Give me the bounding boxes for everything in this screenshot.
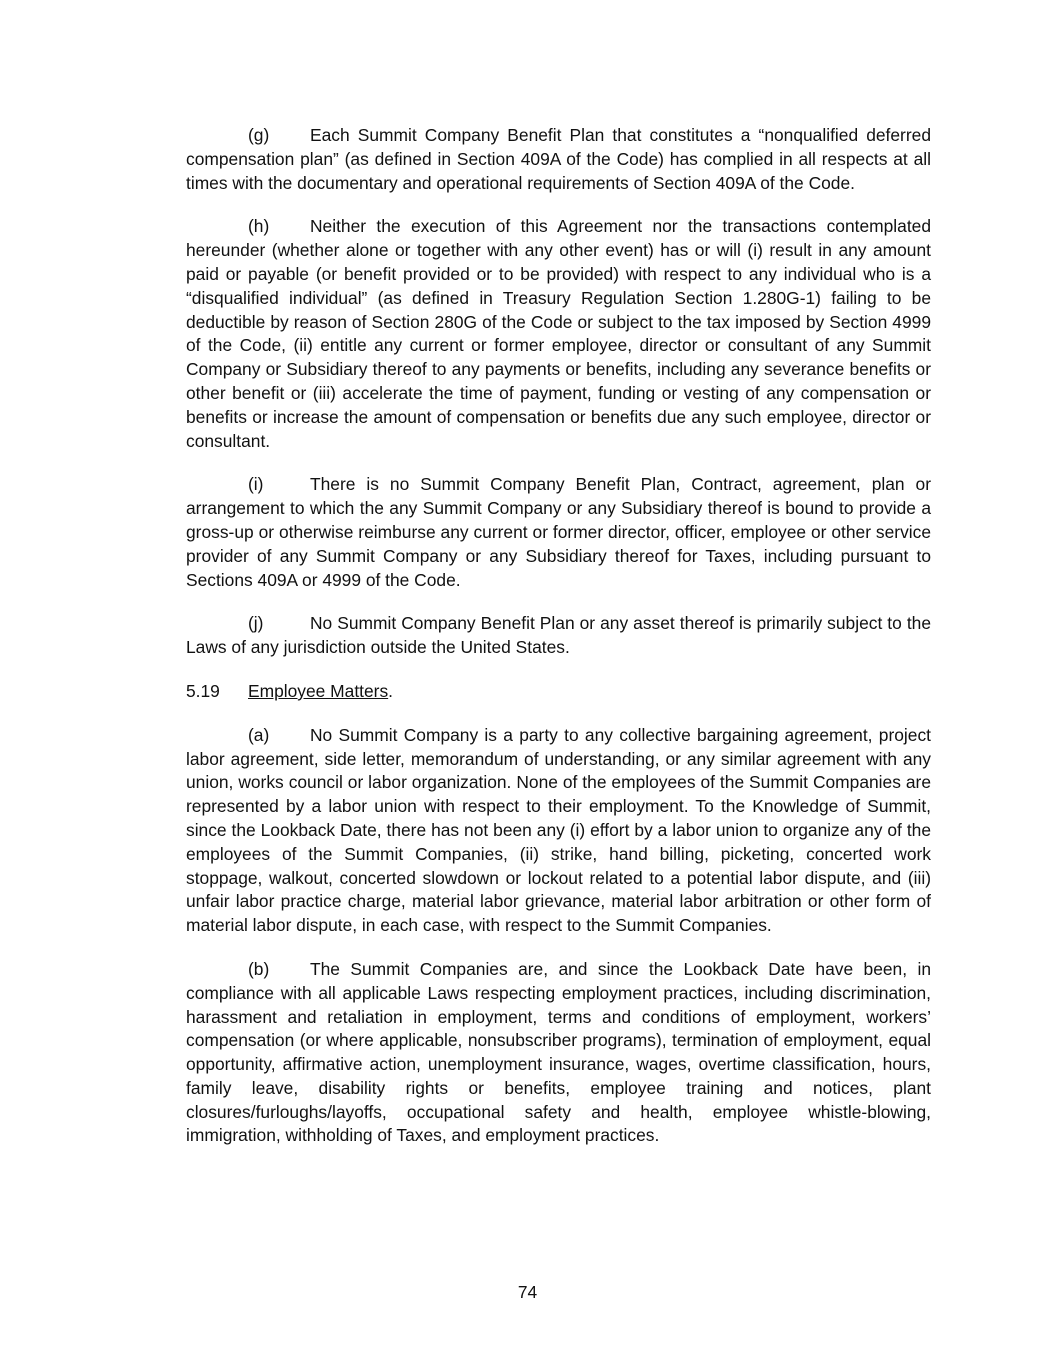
section-title-suffix: . [388, 680, 393, 701]
section-number: 5.19 [186, 680, 220, 701]
paragraph-label: (b) [248, 958, 270, 979]
paragraph-text: No Summit Company Benefit Plan or any asset thereof is primarily subject to the Laws of any jurisdiction outside the United States. [186, 613, 931, 658]
paragraph-a [186, 724, 931, 938]
paragraph-label: (g) [248, 125, 270, 145]
paragraph-text: There is no Summit Company Benefit Plan, Contract, agreement, plan or arrangement to which the any Summit Company or any Subsidiary thereof is bound to provide a gross-up or otherwise reimburse any current or former director, officer, employee or other service provider of any Summit Company or any Subsidiary thereof for Taxes, including pursuant to Sections 409A or 4999 of the Code. [186, 474, 931, 590]
paragraph-text: Each Summit Company Benefit Plan that constitutes a “nonqualified deferred compensation plan” (as defined in Section 409A of the Code) has complied in all respects at all times with the documentary and operational requirements of Section 409A of the Code. [186, 125, 931, 193]
section-heading [186, 680, 931, 704]
paragraph-text: Neither the execution of this Agreement nor the transactions contemplated hereunder (whether alone or together with any other event) has or will (i) result in any amount paid or payable (or benefit provided or to be provided) with respect to any individual who is a “disqualified individual” (as defined in Treasury Regulation Section 1.280G-1) failing to be deductible by reason of Section 280G of the Code or subject to the tax imposed by Section 4999 of the Code, (ii) entitle any current or former employee, director or consultant of any Summit Company or Subsidiary thereof to any payments or benefits, including any severance benefits or other benefit or (iii) accelerate the time of payment, funding or vesting of any compensation or benefits or increase the amount of compensation or benefits due any such employee, director or consultant. [186, 216, 931, 451]
paragraph-h [186, 215, 931, 453]
paragraph-j [186, 612, 931, 660]
page-number: 74 [517, 1282, 538, 1302]
paragraph-label: (a) [248, 724, 270, 745]
paragraph-label: (j) [248, 613, 264, 634]
paragraph-b [186, 958, 931, 1148]
document-page [186, 124, 931, 1168]
paragraph-text: The Summit Companies are, and since the Lookback Date have been, in compliance with all applicable Laws respecting employment practices, including discrimination, harassment and retaliation in employment, terms and conditions of employment, workers’ compensation (or where applicable, nonsubscriber programs), termination of employment, equal opportunity, affirmative action, unemployment insurance, wages, overtime classification, hours, family leave, disability rights or benefits, employee training and notices, plant closures/furloughs/layoffs, occupational safety and health, employee whistle-blowing, immigration, withholding of Taxes, and employment practices. [186, 958, 931, 1146]
paragraph-text: No Summit Company is a party to any collective bargaining agreement, project labor agreement, side letter, memorandum of understanding, or any similar agreement with any union, works council or labor organization. None of the employees of the Summit Companies are represented by a labor union with respect to their employment. To the Knowledge of Summit, since the Lookback Date, there has not been any (i) effort by a labor union to organize any of the employees of the Summit Companies, (ii) strike, hand billing, picketing, concerted work stoppage, walkout, concerted slowdown or lockout related to a potential labor dispute, and (iii) unfair labor practice charge, material labor grievance, material labor arbitration or other form of material labor dispute, in each case, with respect to the Summit Companies. [186, 724, 931, 936]
paragraph-label: (h) [248, 216, 270, 237]
paragraph-i [186, 473, 931, 592]
section-title: Employee Matters [248, 680, 389, 701]
paragraph-label: (i) [248, 474, 264, 495]
paragraph-g [186, 124, 931, 195]
